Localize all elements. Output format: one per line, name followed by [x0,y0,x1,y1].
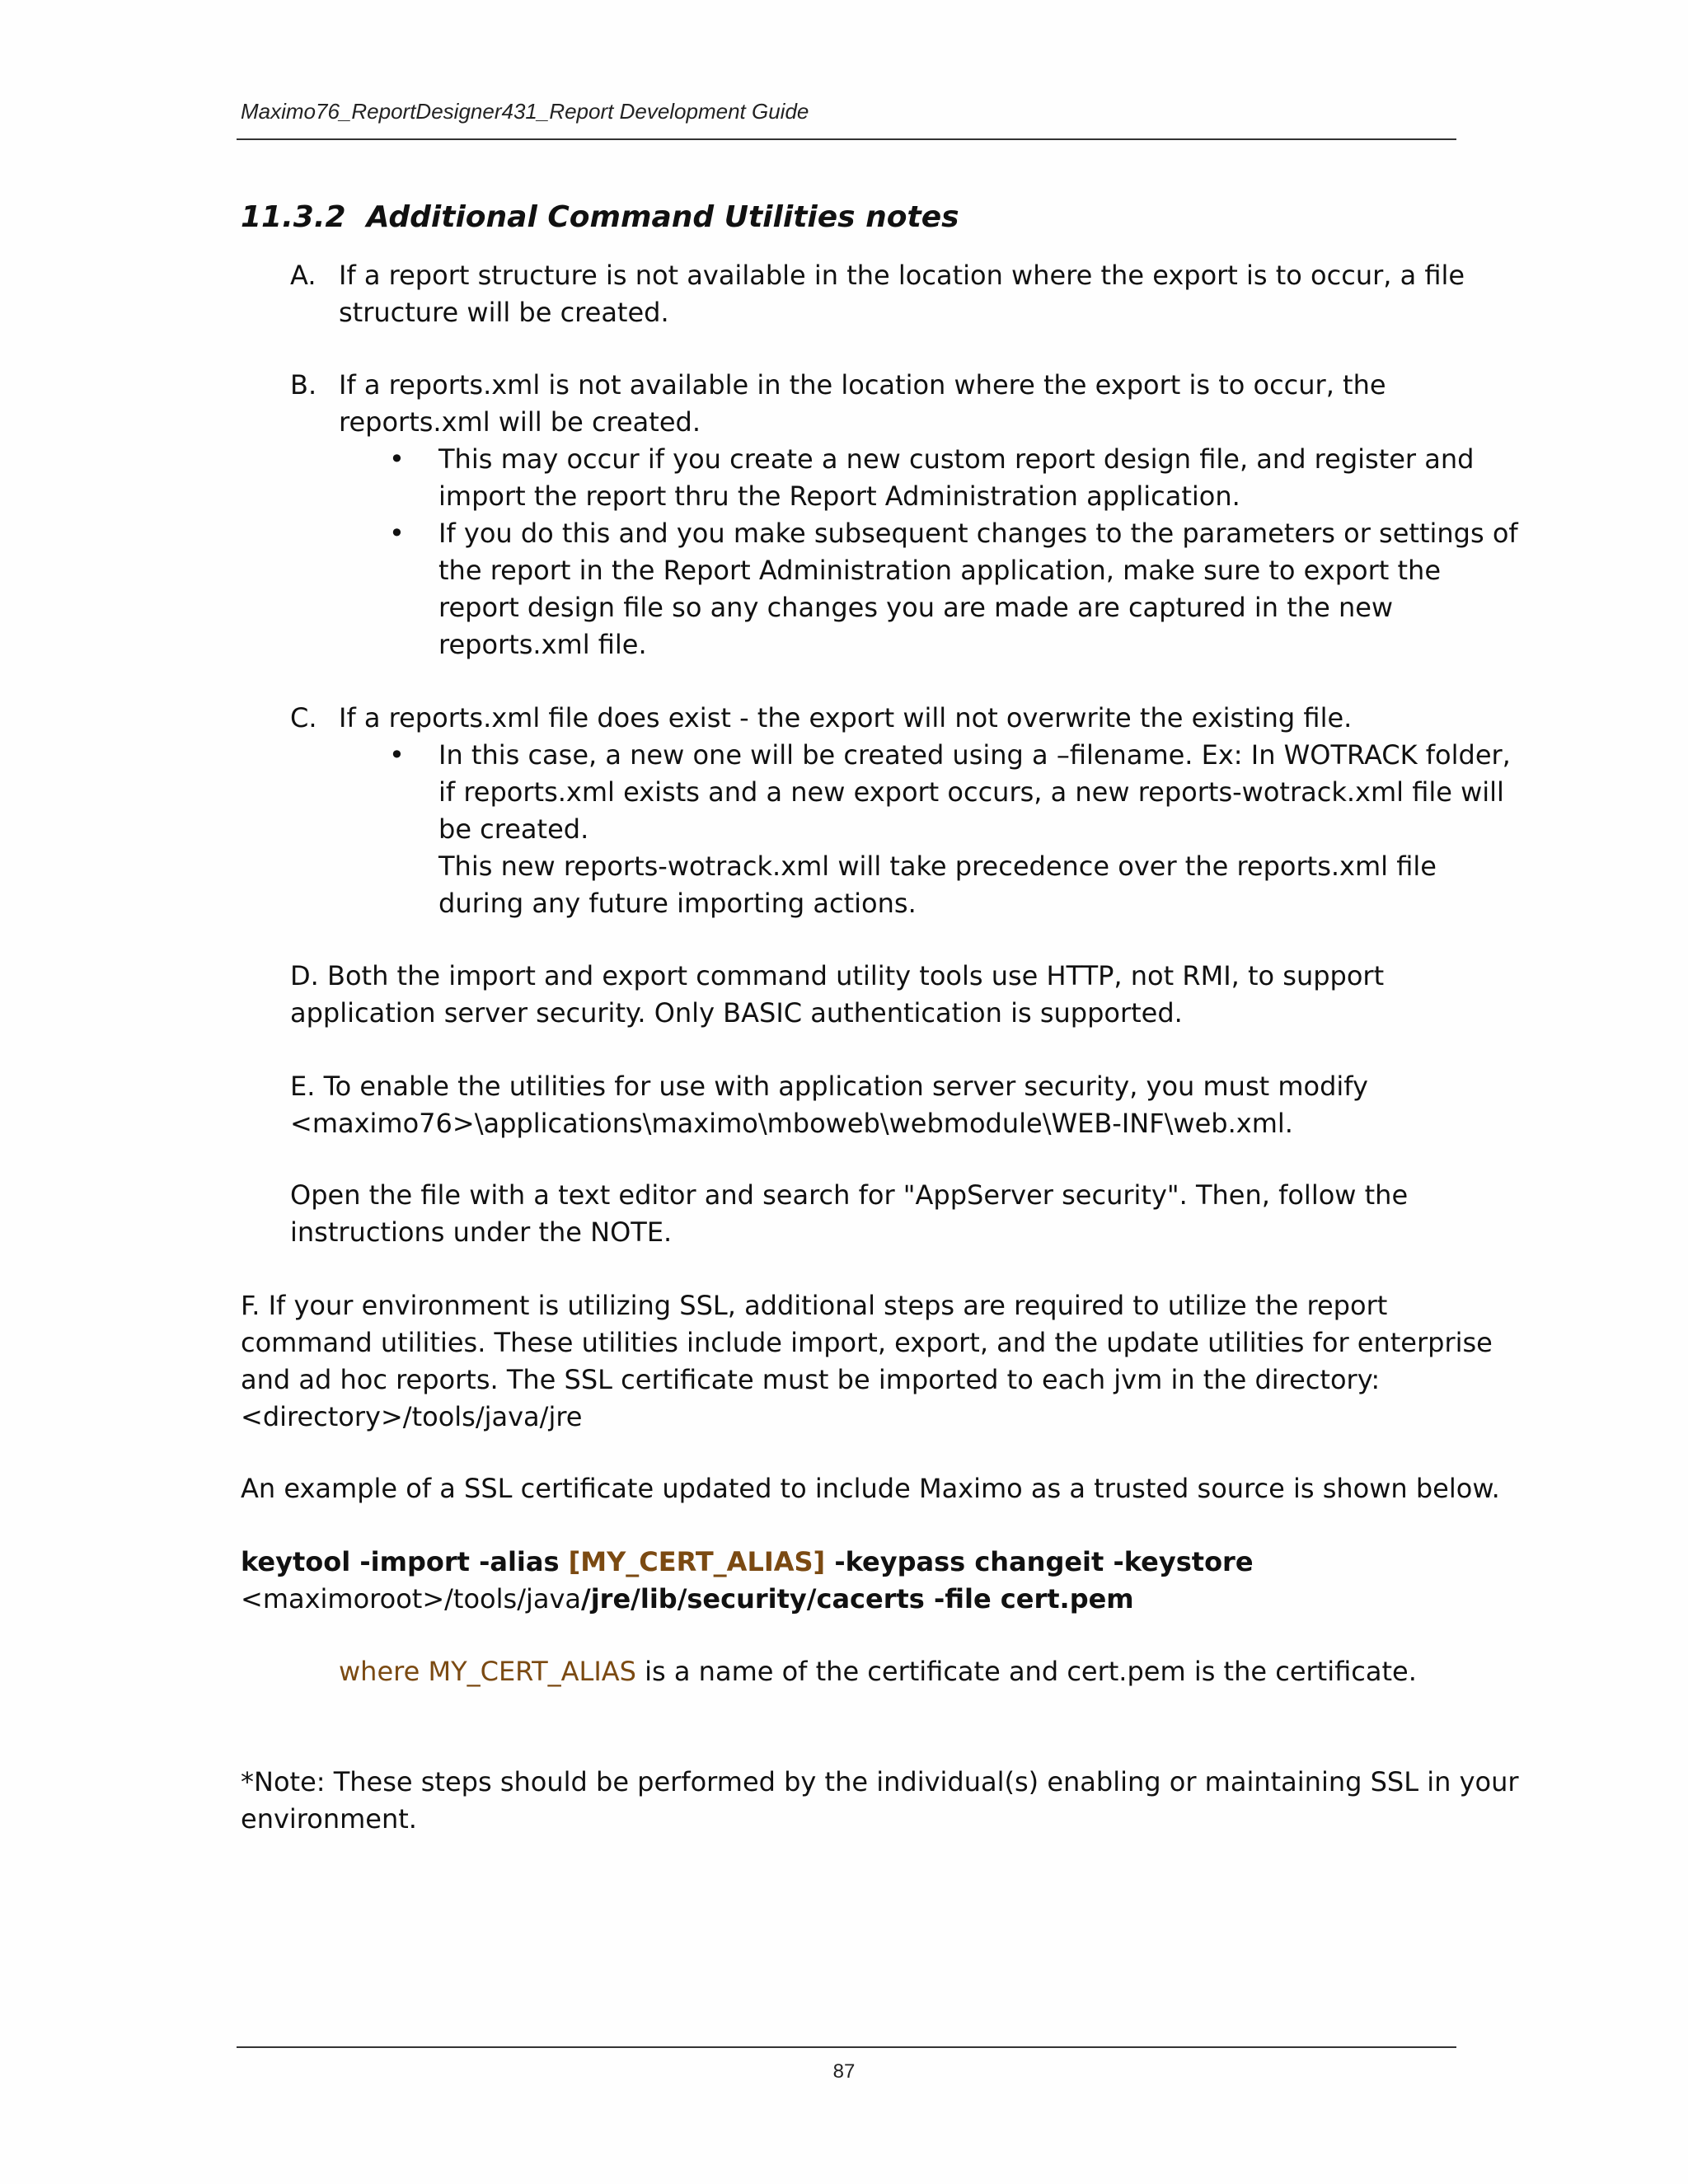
section-number: 11.3.2 [241,200,346,234]
note-line-1: *Note: These steps should be performed by the individual(s) enabling or maintaining SSL in your [241,1766,1519,1797]
item-e-open-line-2: instructions under the NOTE. [290,1216,673,1248]
item-a-line-2: structure will be created. [339,297,669,328]
item-d-line-1: D. Both the import and export command utility tools use HTTP, not RMI, to support [290,960,1385,991]
item-f-line-2: command utilities. These utilities include import, export, and the update utilities for enterprise [241,1327,1493,1358]
running-header: Maximo76_ReportDesigner431_Report Development Guide [241,99,809,124]
item-e-open-line-1: Open the file with a text editor and search for "AppServer security". Then, follow the [290,1179,1409,1211]
item-b-bullet-1-line-1: This may occur if you create a new custom report design file, and register and [438,443,1475,475]
command-part-2: -keypass changeit -keystore [825,1546,1254,1577]
item-c-bullet-line-4: This new reports-wotrack.xml will take precedence over the reports.xml file [438,851,1437,882]
section-title: Additional Command Utilities notes [366,200,959,234]
item-a-line-1: If a report structure is not available in the location where the export is to occur, a file [339,260,1465,291]
item-b-bullet-1-line-2: import the report thru the Report Administration application. [438,480,1240,512]
item-b-line-2: reports.xml will be created. [339,406,701,438]
where-explanation [339,1653,1417,1690]
item-c-bullet-line-3: be created. [438,813,589,845]
item-b-bullet-2-line-3: report design file so any changes you are made are captured in the new [438,592,1394,623]
command-path-plain: <maximoroot>/tools/java [241,1583,582,1615]
item-c-bullet-line-1: In this case, a new one will be created using a –filename. Ex: In WOTRACK folder, [438,739,1511,771]
bullet-icon: • [389,518,405,549]
item-f-line-3: and ad hoc reports. The SSL certificate must be imported to each jvm in the directory: [241,1364,1381,1395]
section-heading [241,199,959,236]
command-alias: [MY_CERT_ALIAS] [568,1546,826,1577]
item-f-line-1: F. If your environment is utilizing SSL, additional steps are required to utilize the report [241,1290,1388,1321]
item-b-marker: B. [290,369,317,401]
item-b-bullet-2-line-1: If you do this and you make subsequent changes to the parameters or settings of [438,518,1518,549]
where-rest: is a name of the certificate and cert.pem is the certificate. [635,1656,1417,1687]
keytool-command-line-1 [241,1544,1254,1580]
item-c-marker: C. [290,702,317,733]
item-d-line-2: application server security. Only BASIC authentication is supported. [290,997,1183,1029]
keytool-command-line-2 [241,1581,1134,1617]
command-part-1: keytool -import -alias [241,1546,569,1577]
note-line-2: environment. [241,1803,417,1835]
item-c-bullet-line-2: if reports.xml exists and a new export occurs, a new reports-wotrack.xml file will [438,776,1504,808]
item-c-bullet-line-5: during any future importing actions. [438,888,917,919]
item-e-line-1: E. To enable the utilities for use with application server security, you must modify [290,1071,1368,1102]
item-c-line-1: If a reports.xml file does exist - the export will not overwrite the existing file. [339,702,1353,733]
item-f-line-4: <directory>/tools/java/jre [241,1401,583,1432]
where-accent: where MY_CERT_ALIAS [339,1656,636,1687]
item-e-line-2: <maximo76>\applications\maximo\mboweb\webmodule\WEB-INF\web.xml. [290,1108,1293,1139]
page-number: 87 [832,2060,856,2083]
item-b-line-1: If a reports.xml is not available in the location where the export is to occur, the [339,369,1386,401]
command-path-bold: /jre/lib/security/cacerts -file cert.pem [581,1583,1134,1615]
item-a-marker: A. [290,260,316,291]
header-rule [237,138,1456,140]
example-intro: An example of a SSL certificate updated to include Maximo as a trusted source is shown below. [241,1473,1500,1504]
bullet-icon: • [389,739,405,771]
item-b-bullet-2-line-4: reports.xml file. [438,629,647,660]
item-b-bullet-2-line-2: the report in the Report Administration application, make sure to export the [438,555,1441,586]
footer-rule [237,2046,1456,2048]
bullet-icon: • [389,443,405,475]
